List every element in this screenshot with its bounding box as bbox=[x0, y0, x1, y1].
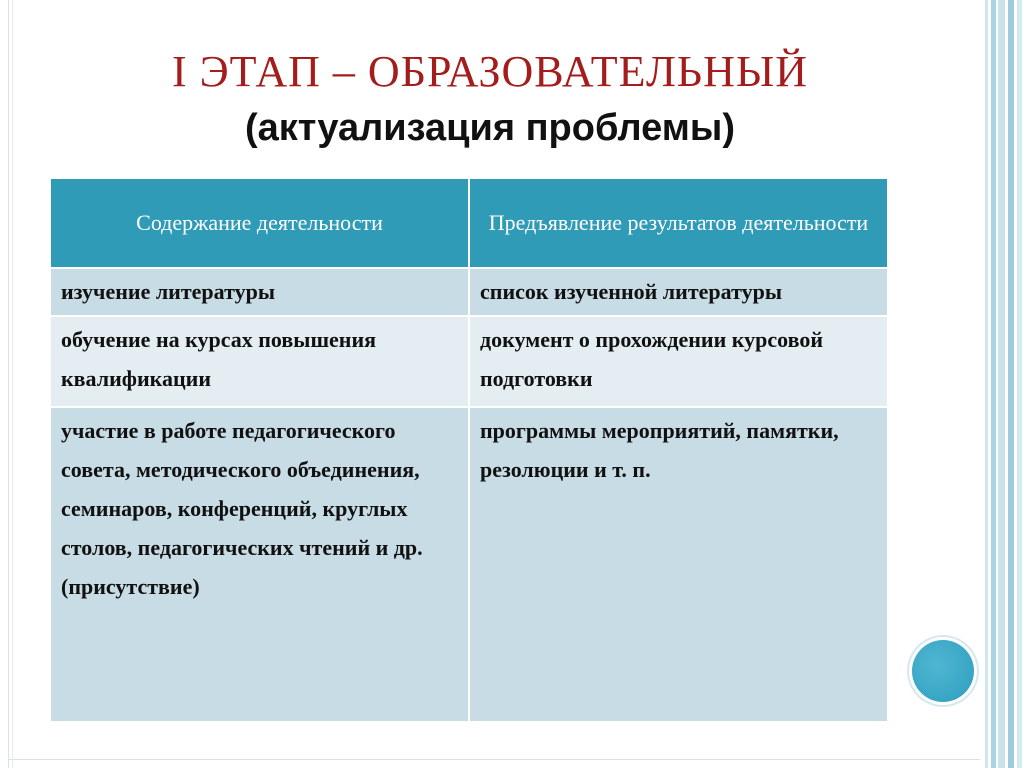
table-row bbox=[51, 316, 887, 407]
activities-table bbox=[51, 179, 887, 721]
stripe bbox=[1008, 0, 1014, 768]
decorative-circle bbox=[912, 640, 974, 702]
table-row bbox=[51, 407, 887, 721]
table-row bbox=[51, 268, 887, 316]
left-border-line bbox=[8, 0, 9, 768]
decorative-stripes bbox=[980, 0, 1024, 768]
activity-cell: обучение на курсах повышения квалификации bbox=[51, 316, 469, 407]
activity-cell: участие в работе педагогического совета, методического объединения, семинаров, конференций, круглых столов, педагогических чтений и др. (присутствие) bbox=[51, 407, 469, 721]
stripe bbox=[998, 0, 1005, 768]
slide-title: I ЭТАП – ОБРАЗОВАТЕЛЬНЫЙ bbox=[171, 47, 808, 96]
column-header-result: Предъявление результатов деятельности bbox=[469, 179, 887, 268]
slide-subtitle: (актуализация проблемы) bbox=[245, 107, 735, 149]
result-cell: список изученной литературы bbox=[469, 268, 887, 316]
result-cell: программы мероприятий, памятки, резолюции и т. п. bbox=[469, 407, 887, 721]
column-header-activity: Содержание деятельности bbox=[51, 179, 469, 268]
bottom-border-line bbox=[8, 759, 980, 760]
table-header-row bbox=[51, 179, 887, 268]
stripe bbox=[1017, 0, 1022, 768]
activity-cell: изучение литературы bbox=[51, 268, 469, 316]
stripe bbox=[991, 0, 996, 768]
left-border-line-inner bbox=[12, 0, 13, 768]
result-cell: документ о прохождении курсовой подготовки bbox=[469, 316, 887, 407]
stripe bbox=[985, 0, 988, 768]
